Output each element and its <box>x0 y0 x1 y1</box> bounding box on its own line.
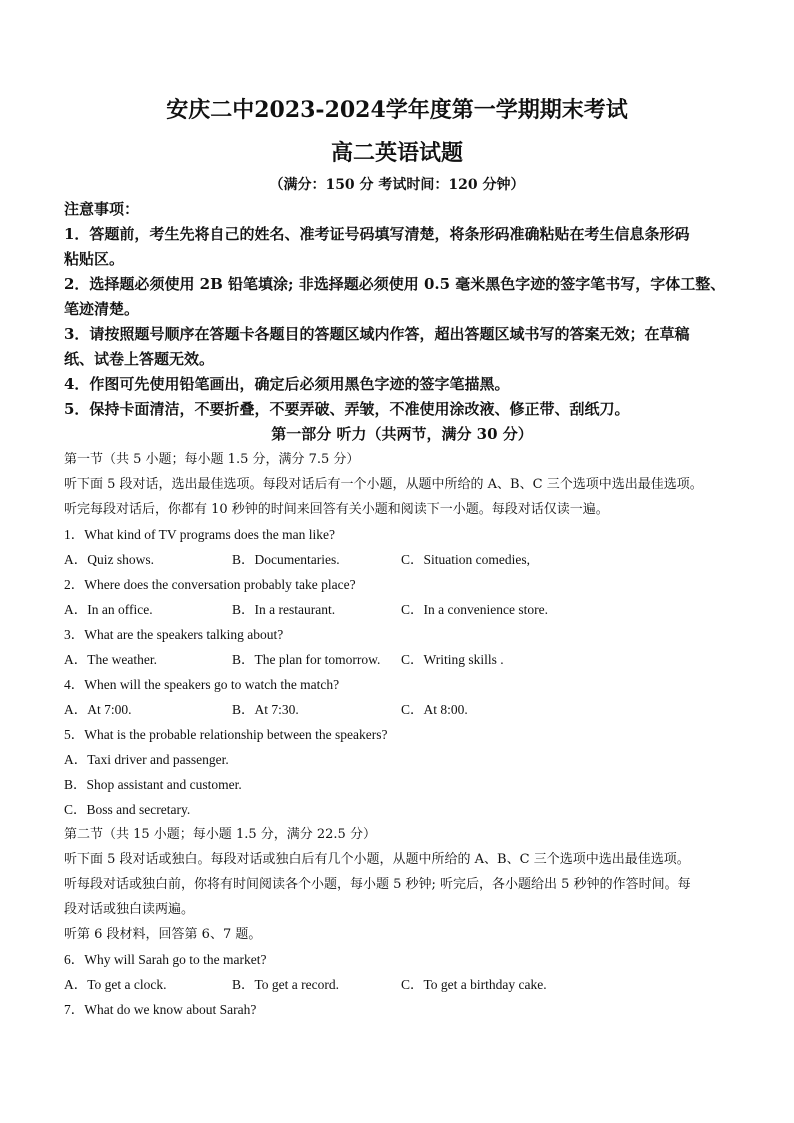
option-a: A．Quiz shows. <box>64 552 154 567</box>
notice-line: 粘贴区。 <box>64 250 125 268</box>
option-c: C．In a convenience store. <box>401 602 548 617</box>
option-b: B．Documentaries. <box>232 552 340 567</box>
option-b: B．In a restaurant. <box>232 602 336 617</box>
option-a: A．In an office. <box>64 602 153 617</box>
notice-heading: 注意事项： <box>64 200 140 218</box>
section1-instruction: 听完每段对话后，你都有 10 秒钟的时间来回答有关小题和阅读下一小题。每段对话仅读一遍。 <box>64 502 609 517</box>
option-b: B．The plan for tomorrow. <box>232 652 381 667</box>
section2-instruction: 听每段对话或独白前，你将有时间阅读各个小题，每小题 5 秒钟; 听完后，各小题给出 5 秒钟的作答时间。每 <box>64 877 691 892</box>
option-c: C．Situation comedies, <box>401 552 530 567</box>
notice-line: 1．答题前，考生先将自己的姓名、准考证号码填写清楚，将条形码准确粘贴在考生信息条形码 <box>64 225 690 243</box>
option-a: A．The weather. <box>64 652 157 667</box>
question-stem: 3．What are the speakers talking about? <box>64 627 284 642</box>
notice-line: 4．作图可先使用铅笔画出，确定后必须用黑色字迹的签字笔描黑。 <box>64 375 510 393</box>
section2-instruction: 听下面 5 段对话或独白。每段对话或独白后有几个小题，从题中所给的 A、B、C 三个选项中选出最佳选项。 <box>64 852 690 867</box>
notice-block <box>64 197 740 422</box>
section1-instruction: 听下面 5 段对话，选出最佳选项。每段对话后有一个小题，从题中所给的 A、B、C 三个选项中选出最佳选项。 <box>64 477 703 492</box>
section2-heading: 第二节（共 15 小题；每小题 1.5 分，满分 22.5 分） <box>64 827 376 842</box>
score-info: （满分：150 分 考试时间：120 分钟） <box>269 177 525 193</box>
option-b: B．At 7:30. <box>232 702 299 717</box>
question-stem: 4．When will the speakers go to watch the match? <box>64 677 340 692</box>
question-options <box>64 697 740 722</box>
question-stem: 6．Why will Sarah go to the market? <box>64 952 267 967</box>
section1-heading: 第一节（共 5 小题；每小题 1.5 分，满分 7.5 分） <box>64 452 360 467</box>
option-a: A．At 7:00. <box>64 702 132 717</box>
question-options <box>64 972 740 997</box>
option-b: B．Shop assistant and customer. <box>64 777 242 792</box>
option-c: C．Writing skills . <box>401 652 504 667</box>
option-a: A．To get a clock. <box>64 977 167 992</box>
exam-subtitle: 高二英语试题 <box>330 140 463 166</box>
option-b: B．To get a record. <box>232 977 340 992</box>
question-options <box>64 647 740 672</box>
option-c: C．To get a birthday cake. <box>401 977 547 992</box>
option-c: C．Boss and secretary. <box>64 802 191 817</box>
notice-line: 纸、试卷上答题无效。 <box>64 350 215 368</box>
section2-instruction: 段对话或独白读两遍。 <box>64 902 195 917</box>
exam-body <box>64 197 740 1022</box>
question-stem: 5．What is the probable relationship between the speakers? <box>64 727 388 742</box>
option-c: C．At 8:00. <box>401 702 468 717</box>
notice-line: 5．保持卡面清洁，不要折叠，不要弄破、弄皱，不准使用涂改液、修正带、刮纸刀。 <box>64 400 630 418</box>
question-stem: 2．Where does the conversation probably take place? <box>64 577 356 592</box>
question-options <box>64 547 740 572</box>
material-6-heading: 听第 6 段材料，回答第 6、7 题。 <box>64 927 262 942</box>
notice-line: 2．选择题必须使用 2B 铅笔填涂; 非选择题必须使用 0.5 毫米黑色字迹的签字笔书写，字体工整、 <box>64 275 726 293</box>
part1-title: 第一部分 听力（共两节，满分 30 分） <box>271 425 533 443</box>
notice-line: 3．请按照题号顺序在答题卡各题目的答题区域内作答，超出答题区域书写的答案无效；在草稿 <box>64 325 690 343</box>
question-options <box>64 597 740 622</box>
question-stem: 1．What kind of TV programs does the man like? <box>64 527 335 542</box>
question-stem: 7．What do we know about Sarah? <box>64 1002 257 1017</box>
option-a: A．Taxi driver and passenger. <box>64 752 229 767</box>
exam-title: 安庆二中2023-2024学年度第一学期期末考试 <box>166 97 628 123</box>
notice-line: 笔迹清楚。 <box>64 300 140 318</box>
